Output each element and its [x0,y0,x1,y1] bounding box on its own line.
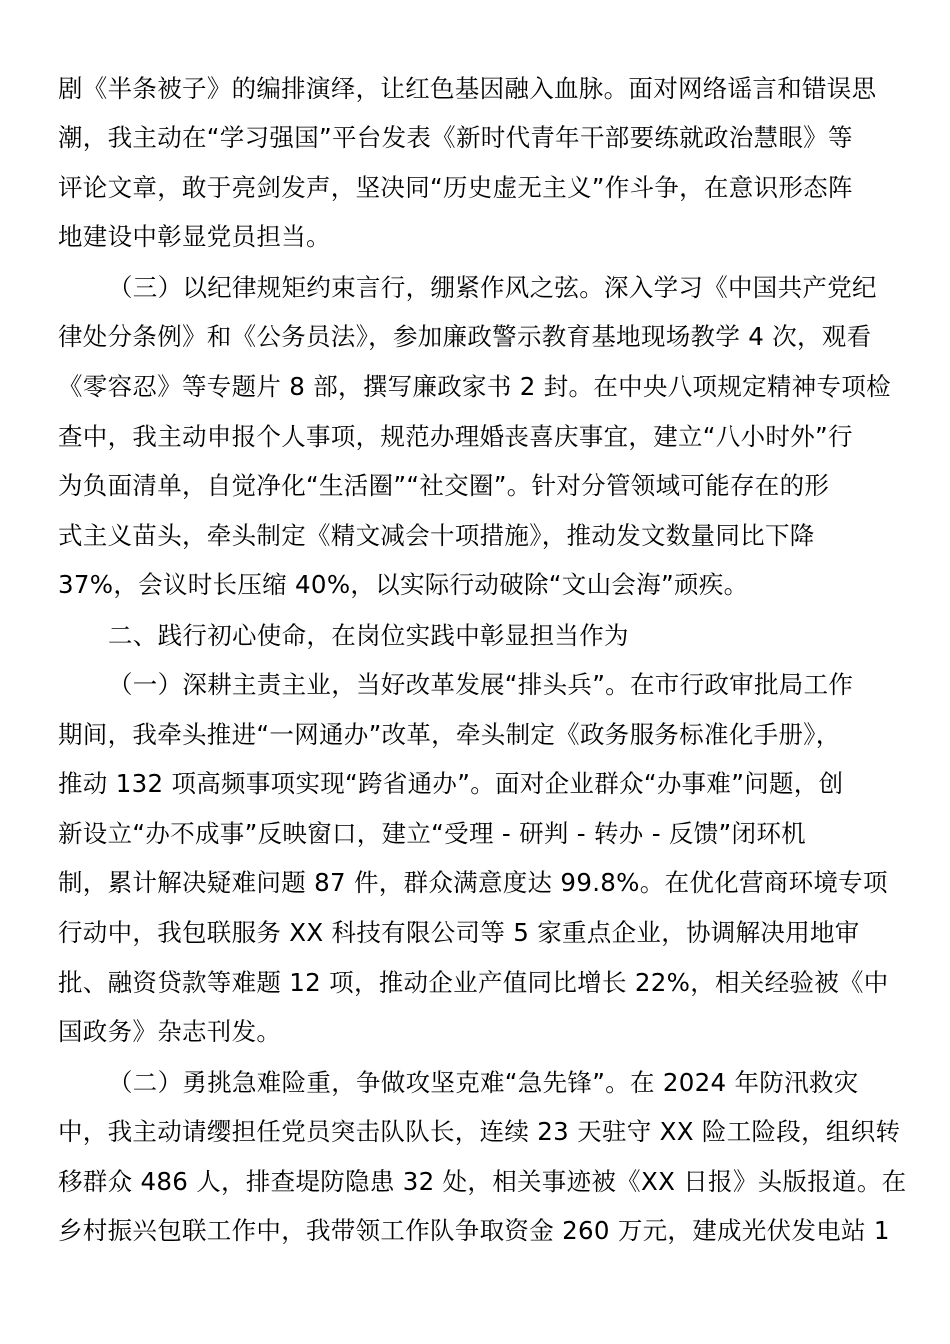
text-line: 推动 132 项高频事项实现“跨省通办”。面对企业群众“办事难”问题，创 [58,769,844,798]
text-line: 制，累计解决疑难问题 87 件，群众满意度达 99.8%。在优化营商环境专项 [58,868,888,897]
text-line: 批、融资贷款等难题 12 项，推动企业产值同比增长 22%，相关经验被《中 [58,968,889,997]
text-line: 地建设中彰显党员担当。 [58,222,331,251]
text-line: 国政务》杂志刊发。 [58,1017,282,1046]
paragraph-first-line: （一）深耕主责主业，当好改革发展“排头兵”。在市行政审批局工作 [108,670,854,699]
text-line: 式主义苗头，牵头制定《精文减会十项措施》，推动发文数量同比下降 [58,521,815,550]
text-line: 37%，会议时长压缩 40%，以实际行动破除“文山会海”顽疾。 [58,570,749,599]
text-line: 行动中，我包联服务 XX 科技有限公司等 5 家重点企业，协调解决用地审 [58,918,860,947]
text-line: 移群众 486 人，排查堤防隐患 32 处，相关事迹被《XX 日报》头版报道。在 [58,1167,907,1196]
paragraph-first-line: （二）勇挑急难险重，争做攻坚克难“急先锋”。在 2024 年防汛救灾 [108,1068,859,1097]
paragraph-first-line: （三）以纪律规矩约束言行，绷紧作风之弦。深入学习《中国共产党纪 [108,273,877,302]
text-line: 新设立“办不成事”反映窗口，建立“受理 - 研判 - 转办 - 反馈”闭环机 [58,819,806,848]
text-line: 律处分条例》和《公务员法》，参加廉政警示教育基地现场教学 4 次，观看 [58,322,872,351]
text-line: 期间，我牵头推进“一网通办”改革，牵头制定《政务服务标准化手册》， [58,720,841,749]
text-line: 乡村振兴包联工作中，我带领工作队争取资金 260 万元，建成光伏发电站 1 [58,1216,890,1245]
text-line: 中，我主动请缨担任党员突击队队长，连续 23 天驻守 XX 险工险段，组织转 [58,1117,901,1146]
section-heading: 二、践行初心使命，在岗位实践中彰显担当作为 [108,621,629,650]
text-line: 评论文章，敢于亮剑发声，坚决同“历史虚无主义”作斗争，在意识形态阵 [58,173,853,202]
text-line: 查中，我主动申报个人事项，规范办理婚丧喜庆事宜，建立“八小时外”行 [58,422,853,451]
text-line: 剧《半条被子》的编排演绎，让红色基因融入血脉。面对网络谣言和错误思 [58,74,877,103]
text-line: 潮，我主动在“学习强国”平台发表《新时代青年干部要练就政治慧眼》等 [58,123,853,152]
text-line: 《零容忍》等专题片 8 部，撰写廉政家书 2 封。在中央八项规定精神专项检 [58,372,891,401]
text-line: 为负面清单，自觉净化“生活圈”“社交圈”。针对分管领域可能存在的形 [58,471,830,500]
